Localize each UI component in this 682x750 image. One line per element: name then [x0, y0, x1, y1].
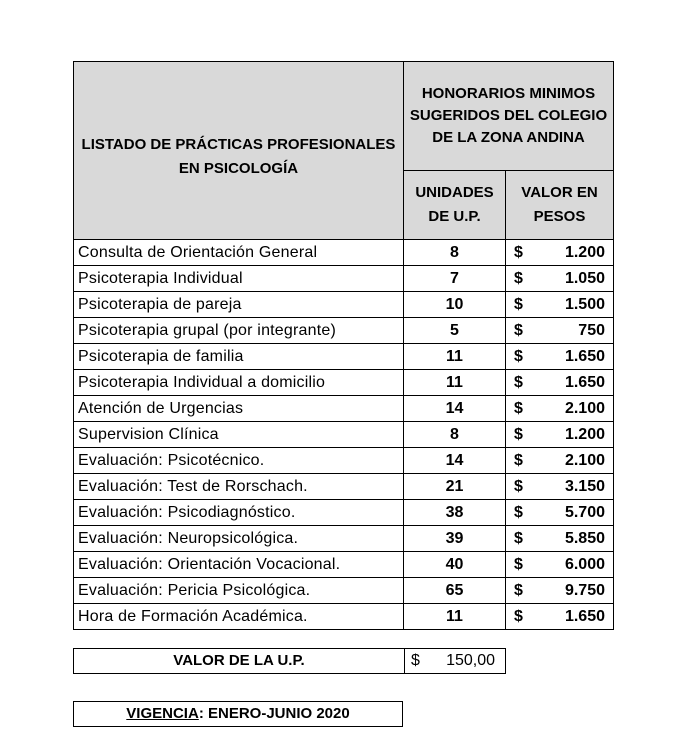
practice-price-cell [506, 474, 614, 500]
practice-name: Evaluación: Psicodiagnóstico. [74, 500, 404, 526]
practice-price: 1.050 [564, 269, 605, 287]
table-row [74, 266, 614, 292]
practice-price-cell [506, 500, 614, 526]
practice-units: 14 [404, 448, 506, 474]
vigencia-label: VIGENCIA [126, 705, 199, 722]
practice-units: 11 [404, 370, 506, 396]
practice-price-cell [506, 396, 614, 422]
value-column-header: VALOR EN PESOS [506, 171, 614, 240]
currency-symbol: $ [514, 425, 523, 443]
table-row [74, 526, 614, 552]
practice-units: 38 [404, 500, 506, 526]
practice-price: 1.200 [564, 425, 605, 443]
table-row [74, 578, 614, 604]
table-row [74, 396, 614, 422]
currency-symbol: $ [514, 373, 523, 391]
practice-units: 11 [404, 344, 506, 370]
up-value-label: VALOR DE LA U.P. [74, 649, 405, 673]
practice-price: 5.700 [564, 503, 605, 521]
currency-symbol: $ [514, 477, 523, 495]
practice-price-cell [506, 318, 614, 344]
practice-name: Supervision Clínica [74, 422, 404, 448]
practice-units: 8 [404, 240, 506, 266]
table-row [74, 552, 614, 578]
table-row [74, 604, 614, 630]
practice-price: 750 [578, 321, 605, 339]
practice-price-cell [506, 344, 614, 370]
practice-name: Consulta de Orientación General [74, 240, 404, 266]
practice-price: 1.650 [564, 373, 605, 391]
practice-units: 10 [404, 292, 506, 318]
practice-price-cell [506, 266, 614, 292]
currency-symbol: $ [514, 243, 523, 261]
practice-price-cell [506, 526, 614, 552]
practice-price: 6.000 [564, 555, 605, 573]
up-value-amount: 150,00 [446, 652, 495, 669]
practice-name: Hora de Formación Académica. [74, 604, 404, 630]
fees-table [73, 61, 614, 630]
table-row [74, 344, 614, 370]
practice-price-cell [506, 604, 614, 630]
practice-name: Psicoterapia de familia [74, 344, 404, 370]
practice-price-cell [506, 422, 614, 448]
currency-symbol: $ [514, 451, 523, 469]
table-row [74, 318, 614, 344]
practice-name: Psicoterapia Individual [74, 266, 404, 292]
practice-name: Psicoterapia grupal (por integrante) [74, 318, 404, 344]
practice-units: 8 [404, 422, 506, 448]
currency-symbol: $ [514, 555, 523, 573]
practice-price: 2.100 [564, 399, 605, 417]
practice-units: 11 [404, 604, 506, 630]
practice-price-cell [506, 370, 614, 396]
practice-price: 1.650 [564, 347, 605, 365]
currency-symbol: $ [514, 607, 523, 625]
practice-price-cell [506, 578, 614, 604]
currency-symbol: $ [514, 295, 523, 313]
practice-price: 9.750 [564, 581, 605, 599]
practice-units: 14 [404, 396, 506, 422]
up-value-box [73, 648, 506, 674]
practice-units: 65 [404, 578, 506, 604]
currency-symbol: $ [514, 399, 523, 417]
table-row [74, 474, 614, 500]
practice-price-cell [506, 292, 614, 318]
practices-header: LISTADO DE PRÁCTICAS PROFESIONALES EN PSICOLOGÍA [74, 62, 404, 240]
vigencia-value: : ENERO-JUNIO 2020 [198, 705, 350, 722]
practice-units: 21 [404, 474, 506, 500]
practice-price: 1.500 [564, 295, 605, 313]
table-row [74, 240, 614, 266]
practice-price-cell [506, 240, 614, 266]
practice-units: 39 [404, 526, 506, 552]
practice-units: 5 [404, 318, 506, 344]
practice-price: 3.150 [564, 477, 605, 495]
practice-name: Evaluación: Pericia Psicológica. [74, 578, 404, 604]
vigencia-box [73, 701, 403, 727]
practice-units: 40 [404, 552, 506, 578]
currency-symbol: $ [514, 529, 523, 547]
practice-name: Psicoterapia Individual a domicilio [74, 370, 404, 396]
up-currency-symbol: $ [411, 652, 420, 669]
table-row [74, 500, 614, 526]
units-column-header: UNIDADES DE U.P. [404, 171, 506, 240]
table-row [74, 448, 614, 474]
practice-price: 5.850 [564, 529, 605, 547]
table-header-row [74, 62, 614, 171]
currency-symbol: $ [514, 581, 523, 599]
practice-price-cell [506, 552, 614, 578]
currency-symbol: $ [514, 347, 523, 365]
currency-symbol: $ [514, 269, 523, 287]
currency-symbol: $ [514, 503, 523, 521]
practice-name: Evaluación: Neuropsicológica. [74, 526, 404, 552]
currency-symbol: $ [514, 321, 523, 339]
practice-price: 1.200 [564, 243, 605, 261]
table-row [74, 370, 614, 396]
practice-name: Atención de Urgencias [74, 396, 404, 422]
table-row [74, 422, 614, 448]
practice-name: Evaluación: Test de Rorschach. [74, 474, 404, 500]
practice-name: Evaluación: Orientación Vocacional. [74, 552, 404, 578]
practice-name: Psicoterapia de pareja [74, 292, 404, 318]
practice-name: Evaluación: Psicotécnico. [74, 448, 404, 474]
practice-price-cell [506, 448, 614, 474]
table-row [74, 292, 614, 318]
practice-units: 7 [404, 266, 506, 292]
fees-header: HONORARIOS MINIMOS SUGERIDOS DEL COLEGIO DE LA ZONA ANDINA [404, 62, 614, 171]
practice-price: 2.100 [564, 451, 605, 469]
up-value-amount-cell [405, 649, 505, 673]
practice-price: 1.650 [564, 607, 605, 625]
